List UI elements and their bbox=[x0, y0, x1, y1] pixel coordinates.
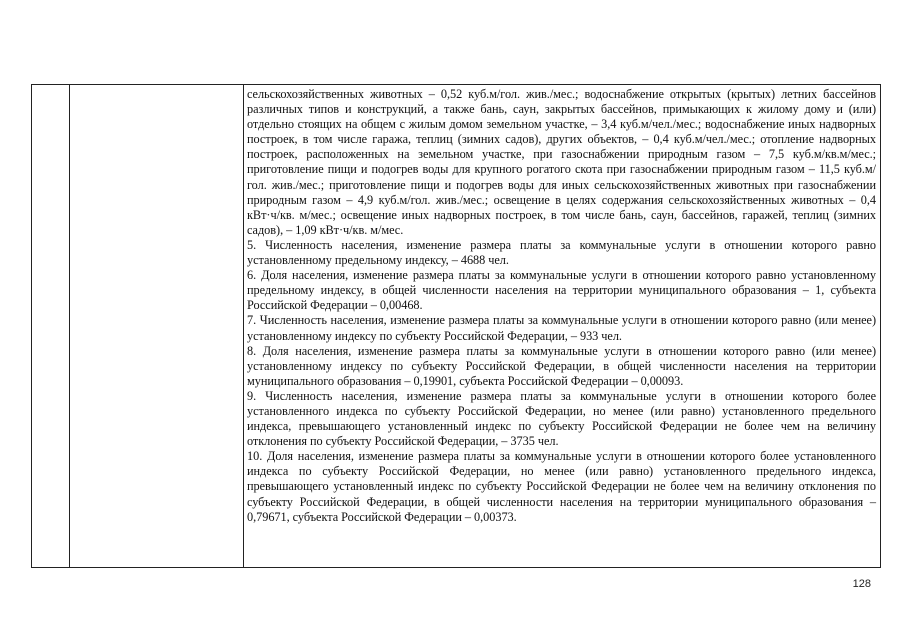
table-row bbox=[32, 85, 881, 568]
table-cell-number bbox=[32, 85, 70, 568]
paragraph-item-8: 8. Доля населения, изменение размера платы за коммунальные услуги в отношении которого равно (или менее) установленному индексу по субъекту Российской Федерации, в общей численности населения на территории муниципального образования – 0,19901, субъекта Российской Федерации – 0,00093. bbox=[247, 343, 876, 388]
content-table bbox=[31, 84, 881, 568]
table-cell-name bbox=[70, 85, 244, 568]
paragraph-item-6: 6. Доля населения, изменение размера платы за коммунальные услуги в отношении которого равно установленному предельному индексу, в общей численности населения на территории муниципального образования – 1, субъекта Российской Федерации – 0,00468. bbox=[247, 268, 876, 313]
paragraph-item-7: 7. Численность населения, изменение размера платы за коммунальные услуги в отношении которого равно (или менее) установленному индексу по субъекту Российской Федерации, – 933 чел. bbox=[247, 313, 876, 343]
page-number: 128 bbox=[852, 578, 871, 590]
paragraph-continuation: сельскохозяйственных животных – 0,52 куб.м/гол. жив./мес.; водоснабжение открытых (крытых) летних бассейнов различных типов и конструкций, а также бань, саун, закрытых бассейнов, примыкающих к жилому дому и (или) отдельно стоящих на общем с жилым домом земельном участке, – 3,4 куб.м/чел./мес.; водоснабжение иных надворных построек, в том числе гаража, теплиц (зимних садов), других объектов, – 0,4 куб.м/чел./мес.; отопление надворных построек, расположенных на земельном участке, при газоснабжении природным газом – 7,5 куб.м/кв.м/мес.; приготовление пищи и подогрев воды для крупного рогатого скота при газоснабжении природным газом – 11,5 куб.м/гол. жив./мес.; приготовление пищи и подогрев воды для иных сельскохозяйственных животных при газоснабжении природным газом – 4,9 куб.м/гол. жив./мес.; освещение в целях содержания сельскохозяйственных животных – 0,4 кВт·ч/кв. м/мес.; освещение иных надворных построек, в том числе бань, саун, бассейнов, гаражей, теплиц (зимних садов), – 1,09 кВт·ч/кв. м/мес. bbox=[247, 87, 876, 237]
paragraph-item-9: 9. Численность населения, изменение размера платы за коммунальные услуги в отношении которого более установленного индекса по субъекту Российской Федерации, но менее (или равно) установленного предельного индекса, превышающего установленный индекс по субъекту Российской Федерации не более чем на величину отклонения по субъекту Российской Федерации, – 3735 чел. bbox=[247, 388, 876, 449]
paragraph-item-5: 5. Численность населения, изменение размера платы за коммунальные услуги в отношении которого равно установленному предельному индексу, – 4688 чел. bbox=[247, 237, 876, 268]
description-text bbox=[244, 85, 880, 525]
paragraph-item-10: 10. Доля населения, изменение размера платы за коммунальные услуги в отношении которого более установленного индекса по субъекту Российской Федерации, но менее (или равно) установленного предельного индекса, превышающего установленный индекс по субъекту Российской Федерации не более чем на величину отклонения по субъекту Российской Федерации, в общей численности населения на территории муниципального образования – 0,79671, субъекта Российской Федерации – 0,00373. bbox=[247, 449, 876, 524]
table-cell-description bbox=[244, 85, 881, 568]
